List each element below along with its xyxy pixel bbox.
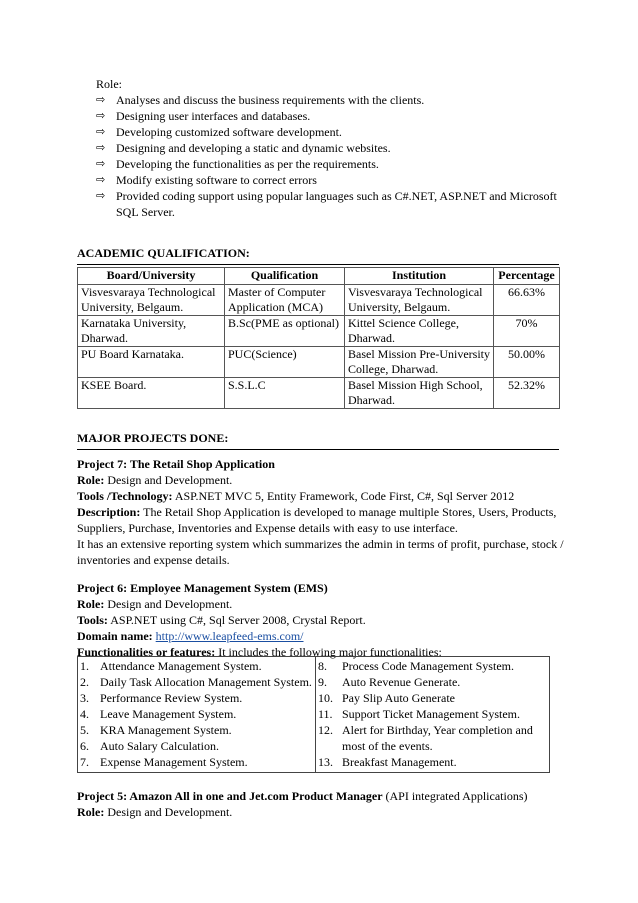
list-item: 3. Performance Review System. — [80, 691, 243, 705]
project-description: The Retail Shop Application is developed to manage multiple Stores, Users, Products, Suppliers, Purchase, Inventories and Expense details with easy to use interface. — [77, 505, 557, 535]
list-item: 13. Breakfast Management. — [318, 755, 457, 769]
functionalities-right-column — [315, 657, 547, 772]
field-label: Role: — [77, 597, 105, 611]
table-cell: Basel Mission High School, Dharwad. — [345, 378, 494, 409]
project-tools: ASP.NET MVC 5, Entity Framework, Code First, C#, Sql Server 2012 — [174, 489, 515, 503]
field-label: Description: — [77, 505, 141, 519]
table-cell: 70% — [494, 316, 560, 347]
academic-table — [77, 267, 560, 409]
functionalities-left-column — [80, 658, 312, 770]
column-header: Board/University — [78, 268, 225, 285]
functionalities-table — [77, 656, 550, 773]
table-cell: Karnataka University, Dharwad. — [78, 316, 225, 347]
functionalities-intro: It includes the following major functionalities: — [218, 645, 442, 659]
list-item: ⇨ Modify existing software to correct errors — [96, 173, 317, 187]
arrow-right-icon: ⇨ — [96, 189, 106, 202]
field-label: Role: — [77, 805, 105, 819]
project-role: Design and Development. — [107, 473, 233, 487]
list-item: 7. Expense Management System. — [80, 755, 248, 769]
table-cell: KSEE Board. — [78, 378, 225, 409]
list-item: ⇨ Developing the functionalities as per the requirements. — [96, 157, 379, 171]
arrow-right-icon: ⇨ — [96, 141, 106, 154]
arrow-right-icon: ⇨ — [96, 109, 106, 122]
list-item: 8. Process Code Management System. — [318, 659, 514, 673]
table-row — [78, 285, 560, 316]
column-header: Qualification — [225, 268, 345, 285]
field-label: Role: — [77, 473, 105, 487]
table-row — [78, 316, 560, 347]
table-cell: Basel Mission Pre-University College, Dharwad. — [345, 347, 494, 378]
list-item: 10. Pay Slip Auto Generate — [318, 691, 455, 705]
field-label: Functionalities or features: — [77, 645, 216, 659]
list-item: 6. Auto Salary Calculation. — [80, 739, 219, 753]
domain-link[interactable]: http://www.leapfeed-ems.com/ — [155, 629, 304, 643]
field-label: Tools: — [77, 613, 108, 627]
project-role: Design and Development. — [107, 805, 233, 819]
table-cell: S.S.L.C — [225, 378, 345, 409]
column-header: Institution — [345, 268, 494, 285]
list-item: 12. Alert for Birthday, Year completion and most of the events. — [318, 723, 533, 753]
table-cell: Visvesvaraya Technological University, Belgaum. — [78, 285, 225, 316]
role-list — [96, 92, 566, 220]
project-title: Project 7: The Retail Shop Application — [77, 457, 275, 471]
arrow-right-icon: ⇨ — [96, 157, 106, 170]
column-header: Percentage — [494, 268, 560, 285]
list-item: ⇨ Developing customized software development. — [96, 125, 342, 139]
field-label: Tools /Technology: — [77, 489, 173, 503]
list-item: 1. Attendance Management System. — [80, 659, 262, 673]
table-cell: Kittel Science College, Dharwad. — [345, 316, 494, 347]
arrow-right-icon: ⇨ — [96, 173, 106, 186]
list-item: ⇨ Provided coding support using popular languages such as C#.NET, ASP.NET and Microsoft SQL Server. — [96, 189, 557, 219]
project-description-extra: It has an extensive reporting system which summarizes the admin in terms of profit, purchase, stock / inventories and expense details. — [77, 537, 564, 567]
project-title: Project 5: Amazon All in one and Jet.com Product Manager — [77, 789, 383, 803]
role-section — [96, 76, 566, 220]
table-row — [78, 378, 560, 409]
arrow-right-icon: ⇨ — [96, 125, 106, 138]
list-item: 9. Auto Revenue Generate. — [318, 675, 461, 689]
table-cell: 50.00% — [494, 347, 560, 378]
role-heading: Role: — [96, 77, 122, 91]
table-row — [78, 347, 560, 378]
table-cell: Visvesvaraya Technological University, Belgaum. — [345, 285, 494, 316]
table-cell: 66.63% — [494, 285, 560, 316]
list-item: 5. KRA Management System. — [80, 723, 232, 737]
table-cell: PU Board Karnataka. — [78, 347, 225, 378]
project-title: Project 6: Employee Management System (EMS) — [77, 581, 328, 595]
table-cell: PUC(Science) — [225, 347, 345, 378]
academic-section-title: ACADEMIC QUALIFICATION: — [77, 245, 559, 265]
arrow-right-icon: ⇨ — [96, 93, 106, 106]
table-cell: 52.32% — [494, 378, 560, 409]
project-5 — [77, 788, 567, 820]
list-item: 4. Leave Management System. — [80, 707, 237, 721]
table-cell: B.Sc(PME as optional) — [225, 316, 345, 347]
project-title-note: (API integrated Applications) — [385, 789, 528, 803]
project-role: Design and Development. — [107, 597, 233, 611]
list-item: ⇨ Designing and developing a static and dynamic websites. — [96, 141, 391, 155]
list-item: ⇨ Designing user interfaces and databases. — [96, 109, 311, 123]
list-item: 2. Daily Task Allocation Management System. — [80, 675, 312, 689]
field-label: Domain name: — [77, 629, 153, 643]
table-header-row — [78, 268, 560, 285]
project-7 — [77, 456, 567, 568]
list-item: 11. Support Ticket Management System. — [318, 707, 520, 721]
list-item: ⇨ Analyses and discuss the business requirements with the clients. — [96, 93, 425, 107]
project-6 — [77, 580, 567, 660]
projects-section-title: MAJOR PROJECTS DONE: — [77, 430, 559, 450]
table-cell: Master of Computer Application (MCA) — [225, 285, 345, 316]
project-tools: ASP.NET using C#, Sql Server 2008, Crystal Report. — [110, 613, 366, 627]
